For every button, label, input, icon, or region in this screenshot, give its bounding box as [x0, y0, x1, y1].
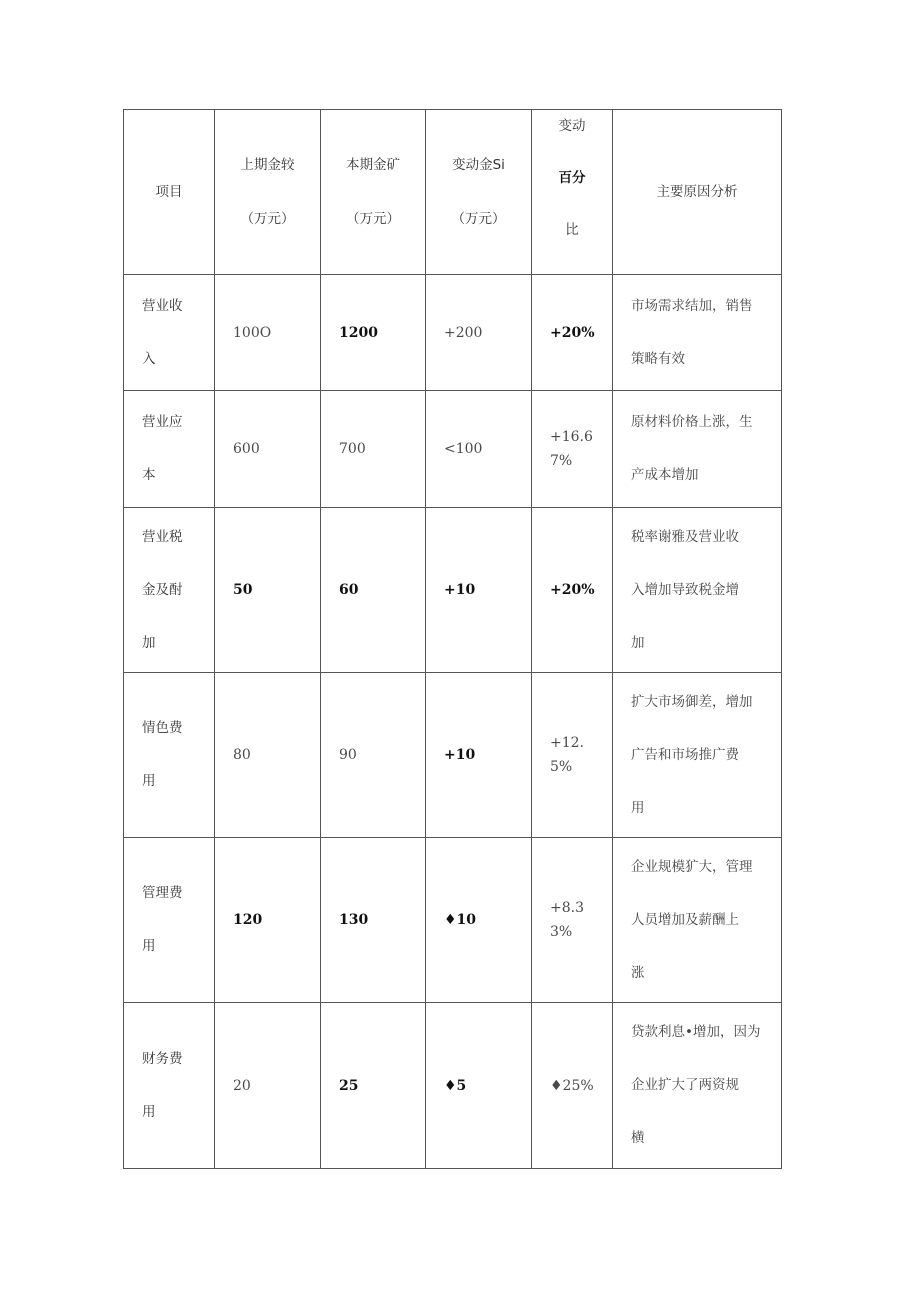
row-curr-amount: 130	[339, 912, 369, 928]
row-change-amount: +10	[444, 747, 476, 763]
row-change-amount: <100	[444, 441, 483, 457]
row-change-percent: +16.6 7%	[550, 429, 593, 469]
row-reason: 原材料价格上涨，生 产成本增加	[631, 414, 753, 483]
header-change-percent-line2: 百分	[558, 170, 586, 186]
financial-comparison-table	[123, 109, 782, 1169]
row-change-amount: +200	[444, 324, 483, 341]
row-change-amount: ♦5	[444, 1077, 467, 1094]
row-prev-amount: 600	[233, 441, 260, 457]
row-reason: 扩大市场御差，增加 广告和市场推广费 用	[631, 693, 753, 816]
header-item	[124, 110, 215, 275]
row-change-percent: +20%	[550, 324, 595, 341]
row-item: 营业应 本	[142, 414, 183, 483]
header-change-percent-line3: 比	[565, 222, 579, 238]
header-change-amount	[426, 110, 532, 275]
row-change-percent: ♦25%	[550, 1077, 594, 1094]
header-change-percent	[532, 110, 613, 275]
row-change-amount: +10	[444, 582, 476, 598]
row-prev-amount: 80	[233, 747, 251, 763]
header-reason	[613, 110, 782, 275]
header-change-percent-line1: 变动	[558, 118, 586, 134]
row-change-amount: ♦10	[444, 912, 477, 928]
row-reason: 贷款利息•增加，因为 企业扩大了两资规 横	[631, 1024, 761, 1146]
row-item: 营业收 入	[142, 297, 183, 367]
header-change-amount-label: 变动金Si （万元）	[451, 157, 506, 227]
header-curr-amount-label: 本期金矿 （万元）	[346, 157, 400, 227]
row-change-percent: +8.3 3%	[550, 900, 584, 940]
row-curr-amount: 90	[339, 747, 357, 763]
row-item: 营业税 金及酎 加	[142, 528, 183, 651]
table-row	[124, 673, 782, 838]
row-prev-amount: 100O	[233, 324, 272, 341]
row-curr-amount: 1200	[339, 324, 378, 341]
row-prev-amount: 120	[233, 912, 263, 928]
table-row	[124, 1003, 782, 1169]
header-prev-amount	[215, 110, 321, 275]
header-curr-amount	[321, 110, 426, 275]
table-row	[124, 391, 782, 508]
row-item: 管理费 用	[142, 885, 183, 954]
row-change-percent: +20%	[550, 582, 595, 598]
table-row	[124, 508, 782, 673]
row-item: 情色费 用	[142, 720, 183, 789]
row-prev-amount: 20	[233, 1077, 251, 1094]
row-curr-amount: 25	[339, 1077, 359, 1094]
row-change-percent: +12. 5%	[550, 735, 584, 775]
row-curr-amount: 60	[339, 582, 359, 598]
table-row	[124, 275, 782, 391]
header-reason-label: 主要原因分析	[656, 184, 738, 200]
row-reason: 税率谢雅及营业收 入增加导致税金增 加	[631, 528, 739, 651]
row-curr-amount: 700	[339, 441, 366, 457]
row-reason: 企业规模犷大，管理 人员增加及薪酬上 涨	[631, 858, 753, 981]
table-row	[124, 838, 782, 1003]
header-prev-amount-label: 上期金较 （万元）	[240, 157, 295, 227]
table-header-row	[124, 110, 782, 275]
header-item-label: 项目	[155, 184, 183, 200]
row-prev-amount: 50	[233, 582, 253, 598]
row-reason: 市场需求结加，销售 策略有效	[631, 297, 753, 367]
row-item: 财务费 用	[142, 1050, 183, 1120]
